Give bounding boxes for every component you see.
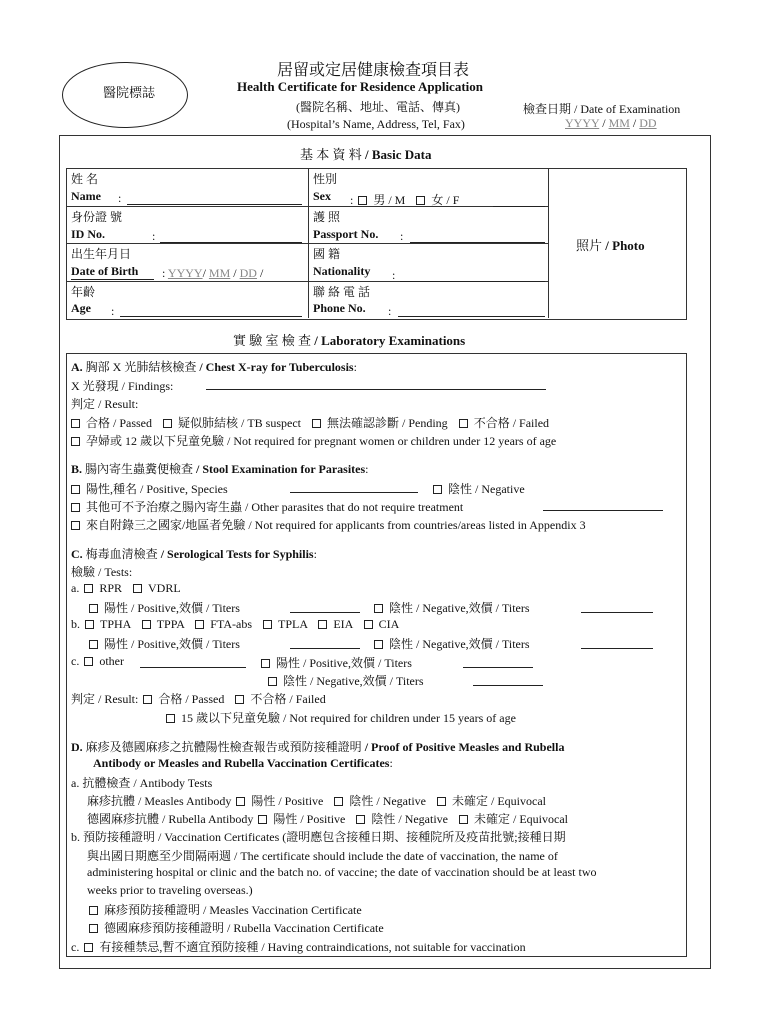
- xray-exempt-option: 孕婦或 12 歲以下兒童免驗 / Not required for pregnant women or children under 12 years of age: [69, 432, 556, 449]
- nationality-field[interactable]: [400, 270, 545, 282]
- name-label-zh: 姓 名: [71, 172, 99, 186]
- stool-other-option: 其他可不予治療之腸內寄生蟲 / Other parasites that do not require treatment: [69, 498, 463, 515]
- title-zh: 居留或定居健康檢查項目表: [277, 62, 470, 79]
- syphilis-row-b: b. TPHA TPPA FTA-abs TPLA EIA CIA: [71, 617, 400, 631]
- syphilis-passed-checkbox[interactable]: [143, 695, 152, 704]
- basic-data-title: 基 本 資 料 / Basic Data: [300, 147, 432, 162]
- stool-other-field[interactable]: [543, 499, 663, 511]
- sex-female-checkbox[interactable]: [416, 196, 425, 205]
- age-label-en: Age: [71, 301, 91, 315]
- passport-field[interactable]: [410, 231, 545, 243]
- sex-underline: [493, 195, 545, 207]
- xray-tb-checkbox[interactable]: [163, 419, 172, 428]
- syphilis-b-negative-checkbox[interactable]: [374, 640, 383, 649]
- lab-exam-title: 實 驗 室 檢 查 / Laboratory Examinations: [233, 333, 466, 348]
- measles-vaccination-option: 麻疹預防接種證明 / Measles Vaccination Certificate: [87, 901, 362, 918]
- syphilis-c-positive: 陽性 / Positive,效價 / Titers: [259, 654, 412, 671]
- contraindication-checkbox[interactable]: [84, 943, 93, 952]
- antibody-tests-label: a. 抗體檢查 / Antibody Tests: [71, 776, 213, 790]
- sex-male-label: 男 / M: [373, 193, 406, 207]
- exam-date-dd: DD: [639, 116, 657, 130]
- dob-field[interactable]: : YYYY/ MM / DD /: [162, 266, 264, 280]
- syphilis-b-positive-checkbox[interactable]: [89, 640, 98, 649]
- vdrl-checkbox[interactable]: [133, 584, 142, 593]
- xray-findings-label: X 光發現 / Findings:: [71, 379, 174, 393]
- exam-date-label: 檢查日期 / Date of Examination: [523, 102, 681, 116]
- stool-negative-checkbox[interactable]: [433, 485, 442, 494]
- syphilis-a-negative-checkbox[interactable]: [374, 604, 383, 613]
- sex-male-checkbox[interactable]: [358, 196, 367, 205]
- tpha-checkbox[interactable]: [85, 620, 94, 629]
- measles-equivocal-checkbox[interactable]: [437, 797, 446, 806]
- syphilis-exempt-option: 15 歲以下兒童免驗 / Not required for children under 15 years of age: [164, 709, 516, 726]
- stool-positive-checkbox[interactable]: [71, 485, 80, 494]
- contraindication-option: c. 有接種禁忌,暫不適宜預防接種 / Having contraindications, not suitable for vaccination: [71, 940, 526, 954]
- xray-result-options: 合格 / Passed 疑似肺結核 / TB suspect 無法確認診斷 / Pending 不合格 / Failed: [69, 414, 549, 431]
- tpla-checkbox[interactable]: [263, 620, 272, 629]
- hospital-info-en: (Hospital’s Name, Address, Tel, Fax): [287, 117, 465, 131]
- dob-label-zh: 出生年月日: [71, 247, 132, 261]
- fta-abs-checkbox[interactable]: [195, 620, 204, 629]
- age-field[interactable]: [120, 305, 302, 317]
- phone-label-en: Phone No.: [313, 301, 366, 315]
- syphilis-c-negative: 陰性 / Negative,效價 / Titers: [266, 672, 424, 689]
- xray-pending-checkbox[interactable]: [312, 419, 321, 428]
- syphilis-c-pos-titers-field[interactable]: [463, 656, 533, 668]
- stool-negative-option: 陰性 / Negative: [431, 480, 525, 497]
- section-a-heading: A. 胸部 X 光肺結核檢查 / Chest X-ray for Tuberculosis:: [71, 360, 357, 374]
- id-field[interactable]: [160, 231, 302, 243]
- syphilis-b-neg-titers-field[interactable]: [581, 637, 653, 649]
- syphilis-tests-label: 檢驗 / Tests:: [71, 565, 133, 579]
- xray-passed-checkbox[interactable]: [71, 419, 80, 428]
- nationality-label-zh: 國 籍: [313, 247, 341, 261]
- section-b-heading: B. 腸內寄生蟲糞便檢查 / Stool Examination for Parasites:: [71, 462, 369, 476]
- passport-label-zh: 護 照: [313, 210, 341, 224]
- syphilis-a-pos-titers-field[interactable]: [290, 601, 360, 613]
- syphilis-exempt-checkbox[interactable]: [166, 714, 175, 723]
- photo-box-label[interactable]: 照片 / Photo: [576, 238, 645, 253]
- tppa-checkbox[interactable]: [142, 620, 151, 629]
- section-d-heading: D. 麻疹及德國麻疹之抗體陽性檢查報告或預防接種證明 / Proof of Positive Measles and Rubella: [71, 740, 565, 754]
- sex-label-en: Sex: [313, 189, 331, 203]
- rubella-vaccination-checkbox[interactable]: [89, 924, 98, 933]
- rubella-vaccination-option: 德國麻疹預防接種證明 / Rubella Vaccination Certificate: [87, 919, 384, 936]
- sex-female-label: 女 / F: [431, 193, 460, 207]
- syphilis-other-field[interactable]: [140, 656, 246, 668]
- measles-antibody-row: 麻疹抗體 / Measles Antibody 陽性 / Positive 陰性 / Negative 未確定 / Equivocal: [87, 794, 547, 808]
- rubella-positive-checkbox[interactable]: [258, 815, 267, 824]
- syphilis-b-pos-titers-field[interactable]: [290, 637, 360, 649]
- measles-negative-checkbox[interactable]: [334, 797, 343, 806]
- syphilis-a-positive: 陽性 / Positive,效價 / Titers: [87, 599, 240, 616]
- stool-positive-option: 陽性,種名 / Positive, Species: [69, 480, 228, 497]
- section-c-heading: C. 梅毒血清檢查 / Serological Tests for Syphilis:: [71, 547, 317, 561]
- vaccination-cert-line3: administering hospital or clinic and the batch no. of vaccine; the date of vaccination should be at least two: [87, 865, 597, 879]
- xray-result-label: 判定 / Result:: [71, 397, 139, 411]
- stool-other-checkbox[interactable]: [71, 503, 80, 512]
- vaccination-cert-line1: b. 預防接種證明 / Vaccination Certificates (證明應包含接種日期、接種院所及疫苗批號;接種日期: [71, 830, 566, 844]
- syphilis-c-neg-titers-field[interactable]: [473, 674, 543, 686]
- rubella-equivocal-checkbox[interactable]: [459, 815, 468, 824]
- exam-date-yyyy: YYYY: [565, 116, 600, 130]
- name-label-en: Name: [71, 189, 101, 203]
- vaccination-cert-line2: 與出國日期應至少間隔兩週 / The certificate should include the date of vaccination, the name of: [87, 849, 558, 863]
- syphilis-b-negative: 陰性 / Negative,效價 / Titers: [372, 635, 530, 652]
- rpr-checkbox[interactable]: [84, 584, 93, 593]
- sex-label-zh: 性別: [313, 172, 338, 186]
- rubella-antibody-row: 德國麻疹抗體 / Rubella Antibody 陽性 / Positive 陰性 / Negative 未確定 / Equivocal: [87, 812, 569, 826]
- exam-date-mm: MM: [608, 116, 630, 130]
- age-label-zh: 年齡: [71, 285, 96, 299]
- syphilis-result: 判定 / Result: 合格 / Passed 不合格 / Failed: [71, 692, 326, 706]
- syphilis-b-positive: 陽性 / Positive,效價 / Titers: [87, 635, 240, 652]
- exam-date-field[interactable]: YYYY / MM / DD: [565, 116, 657, 130]
- measles-vaccination-checkbox[interactable]: [89, 906, 98, 915]
- cia-checkbox[interactable]: [364, 620, 373, 629]
- syphilis-a-negative: 陰性 / Negative,效價 / Titers: [372, 599, 530, 616]
- name-field[interactable]: [127, 193, 302, 205]
- syphilis-c-positive-checkbox[interactable]: [261, 659, 270, 668]
- syphilis-other-checkbox[interactable]: [84, 657, 93, 666]
- phone-field[interactable]: [398, 305, 545, 317]
- hospital-logo-label: 醫院標誌: [103, 85, 156, 100]
- xray-exempt-checkbox[interactable]: [71, 437, 80, 446]
- stool-species-field[interactable]: [290, 481, 418, 493]
- passport-label-en: Passport No.: [313, 227, 379, 241]
- dob-label-en: Date of Birth: [71, 264, 139, 278]
- syphilis-c-negative-checkbox[interactable]: [268, 677, 277, 686]
- hospital-info-zh: (醫院名稱、地址、電話、傳真): [296, 100, 460, 114]
- syphilis-a-neg-titers-field[interactable]: [581, 601, 653, 613]
- xray-failed-checkbox[interactable]: [459, 419, 468, 428]
- title-en: Health Certificate for Residence Application: [237, 79, 483, 94]
- stool-exempt-option: 來自附錄三之國家/地區者免驗 / Not required for applicants from countries/areas listed in Appendix 3: [69, 516, 586, 533]
- rubella-negative-checkbox[interactable]: [356, 815, 365, 824]
- syphilis-row-a: a. RPR VDRL: [71, 581, 181, 595]
- syphilis-failed-checkbox[interactable]: [235, 695, 244, 704]
- section-d-heading-line2: Antibody or Measles and Rubella Vaccination Certificates:: [93, 756, 393, 770]
- id-label-en: ID No.: [71, 227, 106, 241]
- stool-exempt-checkbox[interactable]: [71, 521, 80, 530]
- phone-label-zh: 聯 絡 電 話: [313, 285, 371, 299]
- id-label-zh: 身份證 號: [71, 210, 123, 224]
- vaccination-cert-line4: weeks prior to traveling overseas.): [87, 883, 253, 897]
- eia-checkbox[interactable]: [318, 620, 327, 629]
- nationality-label-en: Nationality: [313, 264, 371, 278]
- syphilis-a-positive-checkbox[interactable]: [89, 604, 98, 613]
- xray-findings-field[interactable]: [206, 378, 546, 390]
- measles-positive-checkbox[interactable]: [236, 797, 245, 806]
- syphilis-row-c: c. other: [71, 654, 124, 668]
